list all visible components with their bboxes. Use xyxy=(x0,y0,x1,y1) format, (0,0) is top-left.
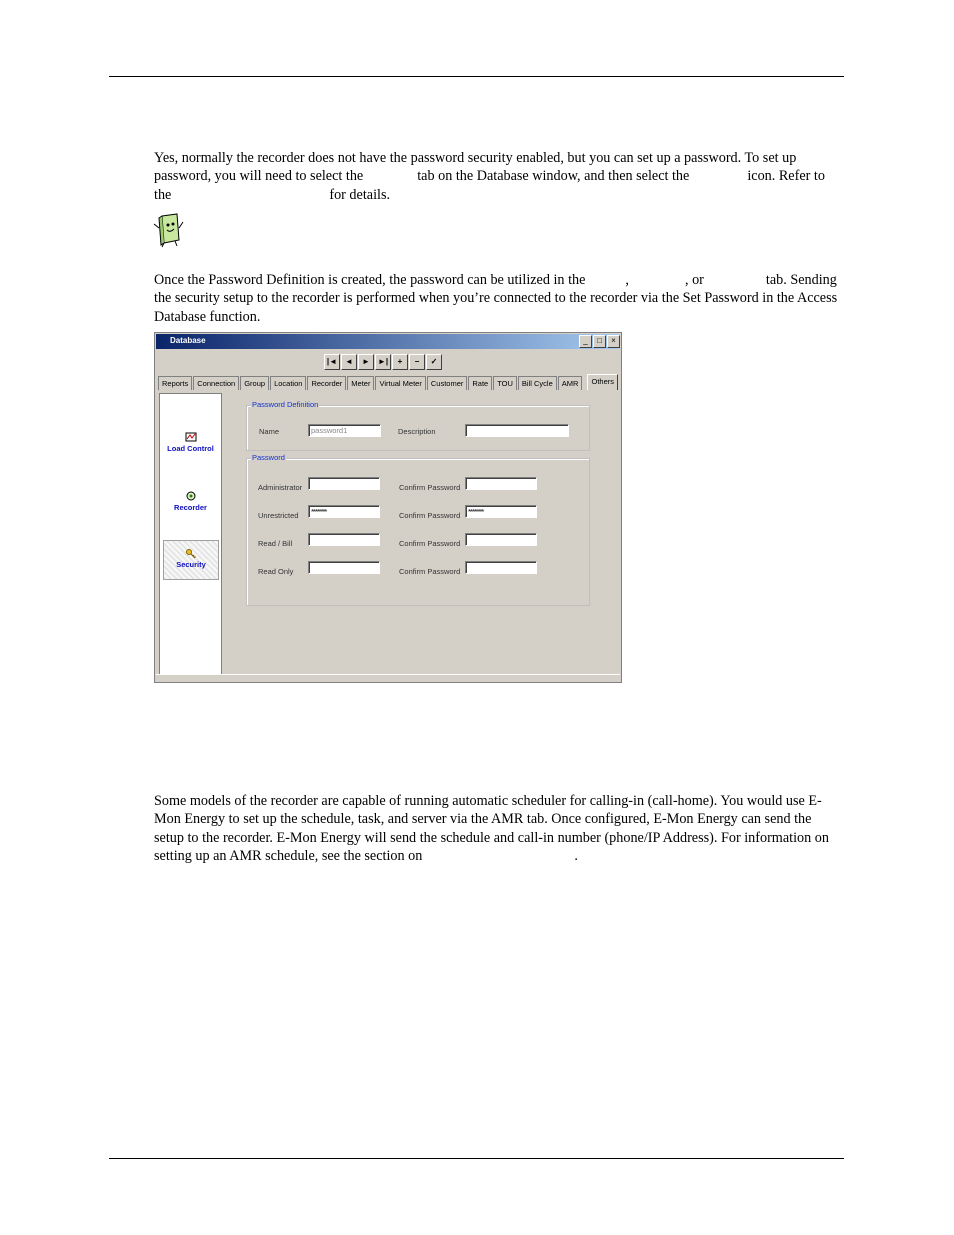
paragraph-amr-scheduler xyxy=(154,792,844,865)
para1-seg3: icon. Refer to the xyxy=(154,168,825,203)
read-only-password-field[interactable] xyxy=(308,561,380,574)
next-record-button[interactable]: ► xyxy=(358,354,374,370)
header-rule xyxy=(109,76,844,77)
paragraph-password-usage xyxy=(154,271,844,326)
sidebar-item-security[interactable] xyxy=(163,540,219,580)
tab-tou[interactable]: TOU xyxy=(493,376,517,390)
window-status-bar xyxy=(156,674,620,681)
tab-location[interactable]: Location xyxy=(270,376,306,390)
para3-seg1: Some models of the recorder are capable of running automatic scheduler for calling-in (call-home). You would use E-Mon Energy to set up the schedule, task, and server via the AMR tab. Once configured, E-Mon Energy can send the setup to the recorder. E-Mon Energy will send the schedule and call-in number (phone/IP Address). For information on setting up an AMR schedule, see the section on xyxy=(154,793,829,864)
tab-connection[interactable]: Connection xyxy=(193,376,239,390)
tab-reports[interactable]: Reports xyxy=(158,376,192,390)
confirm-read-bill-password-field[interactable] xyxy=(465,533,537,546)
others-sidebar xyxy=(159,393,222,675)
database-tabs xyxy=(158,376,619,390)
window-titlebar xyxy=(156,334,620,349)
sidebar-item-label: Load Control xyxy=(167,444,214,453)
confirm-read-only-label: Confirm Password xyxy=(399,567,461,576)
password-definition-group xyxy=(246,400,590,451)
close-button[interactable]: × xyxy=(607,335,620,348)
tab-virtual-meter[interactable]: Virtual Meter xyxy=(375,376,425,390)
delete-record-button[interactable]: − xyxy=(409,354,425,370)
sidebar-item-label: Security xyxy=(176,560,206,569)
confirm-administrator-label: Confirm Password xyxy=(399,483,461,492)
last-record-button[interactable]: ►| xyxy=(375,354,391,370)
previous-record-button[interactable]: ◄ xyxy=(341,354,357,370)
tab-others[interactable]: Others xyxy=(587,374,618,390)
recorder-icon xyxy=(185,491,197,501)
password-definition-legend: Password Definition xyxy=(252,400,319,409)
sidebar-item-recorder[interactable] xyxy=(160,491,221,512)
unrestricted-label: Unrestricted xyxy=(258,511,299,520)
password-group xyxy=(246,453,590,606)
tab-group[interactable]: Group xyxy=(240,376,269,390)
footer-rule xyxy=(109,1158,844,1159)
tab-rate[interactable]: Rate xyxy=(468,376,492,390)
database-window xyxy=(154,332,622,683)
read-bill-password-field[interactable] xyxy=(308,533,380,546)
tab-recorder[interactable]: Recorder xyxy=(307,376,346,390)
save-record-button[interactable]: ✓ xyxy=(426,354,442,370)
para2-seg2: , xyxy=(625,272,629,288)
confirm-unrestricted-label: Confirm Password xyxy=(399,511,461,520)
para1-seg4: for details. xyxy=(329,186,391,203)
confirm-administrator-password-field[interactable] xyxy=(465,477,537,490)
name-label: Name xyxy=(259,427,280,436)
minimize-button[interactable]: _ xyxy=(579,335,592,348)
password-legend: Password xyxy=(252,453,285,462)
read-only-label: Read Only xyxy=(258,567,294,576)
tab-bill-cycle[interactable]: Bill Cycle xyxy=(518,376,557,390)
para1-seg2: tab on the Database window, and then select the xyxy=(417,168,690,185)
name-field[interactable]: password1 xyxy=(308,424,381,437)
para2-seg5: Sending the security setup to the recorder is performed when you’re connected to the recorder via the Set Password in the Access Database function. xyxy=(154,272,838,325)
record-navigation-toolbar xyxy=(324,354,442,370)
description-label: Description xyxy=(398,427,436,436)
add-record-button[interactable]: + xyxy=(392,354,408,370)
confirm-read-only-password-field[interactable] xyxy=(465,561,537,574)
note-book-icon xyxy=(153,212,185,248)
para2-seg3: , or xyxy=(684,272,704,288)
para2-seg4: tab. xyxy=(765,272,787,288)
unrestricted-password-field[interactable]: ******** xyxy=(308,505,380,518)
read-bill-label: Read / Bill xyxy=(258,539,293,548)
load-control-icon xyxy=(185,432,197,442)
para2-seg1: Once the Password Definition is created, the password can be utilized in the xyxy=(154,272,586,288)
administrator-password-field[interactable] xyxy=(308,477,380,490)
first-record-button[interactable]: |◄ xyxy=(324,354,340,370)
para3-seg2: . xyxy=(574,847,578,864)
sidebar-item-label: Recorder xyxy=(174,503,207,512)
confirm-unrestricted-password-field[interactable]: ******** xyxy=(465,505,537,518)
tab-amr[interactable]: AMR xyxy=(558,376,583,390)
tab-customer[interactable]: Customer xyxy=(427,376,468,390)
para1-seg1: Yes, normally the recorder does not have the password security enabled, but you can set up a password. To set up password, you will need to select the xyxy=(154,150,797,185)
administrator-label: Administrator xyxy=(258,483,303,492)
window-title: Database xyxy=(170,336,206,345)
paragraph-password-intro xyxy=(154,149,844,204)
tab-meter[interactable]: Meter xyxy=(347,376,374,390)
key-icon xyxy=(185,548,197,558)
sidebar-item-load-control[interactable] xyxy=(160,432,221,453)
description-field[interactable] xyxy=(465,424,569,437)
maximize-button[interactable]: □ xyxy=(593,335,606,348)
confirm-read-bill-label: Confirm Password xyxy=(399,539,461,548)
